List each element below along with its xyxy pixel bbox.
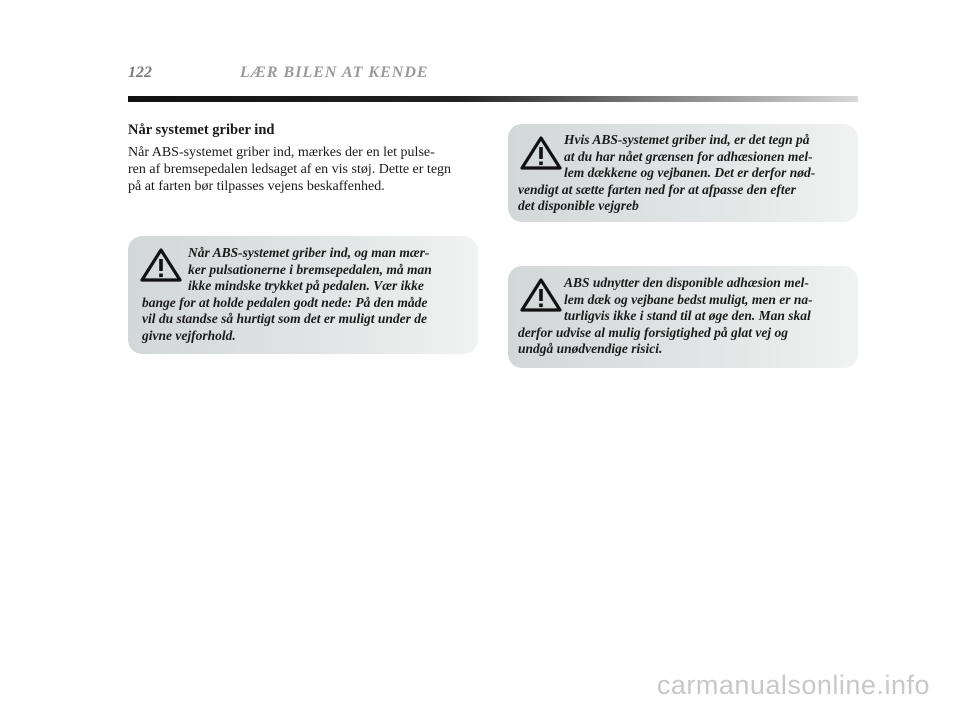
warning-box-adhesion-limit <box>508 124 858 222</box>
warning-line: at du har nået grænsen for adhæsionen mel- <box>564 148 813 164</box>
warning-line: Når ABS-systemet griber ind, og man mær- <box>188 245 430 260</box>
section-title: LÆR BILEN AT KENDE <box>240 64 429 81</box>
body-line: Når ABS-systemet griber ind, mærkes der en let pulse- <box>128 145 435 160</box>
warning-line: bange for at holde pedalen godt nede: På den måde <box>142 294 428 310</box>
body-line: ren af bremsepedalen ledsaget af en vis støj. Dette er tegn <box>128 162 452 177</box>
page-number: 122 <box>128 64 152 81</box>
warning-line: ABS udnytter den disponible adhæsion mel- <box>564 275 809 290</box>
warning-line: det disponible vejgreb <box>518 198 639 213</box>
body-paragraph <box>128 144 478 195</box>
warning-line: ker pulsationerne i bremsepedalen, må man <box>188 261 432 277</box>
warning-line: undgå unødvendige risici. <box>518 341 663 356</box>
header-rule <box>128 96 858 102</box>
warning-box-slippery-road <box>508 266 858 368</box>
warning-line: turligvis ikke i stand til at øge den. Man skal <box>564 308 811 323</box>
body-line: på at farten bør tilpasses vejens beskaffenhed. <box>128 179 385 194</box>
section-heading: Når systemet griber ind <box>128 122 275 138</box>
warning-line: vil du standse så hurtigt som det er muligt under de <box>142 311 428 326</box>
warning-line: Hvis ABS-systemet griber ind, er det tegn på <box>564 132 810 147</box>
watermark: carmanualsonline.info <box>656 670 930 700</box>
warning-text <box>142 245 432 344</box>
warning-line: vendigt at sætte farten ned for at afpasse den efter <box>518 181 796 197</box>
warning-text <box>518 132 815 215</box>
warning-line: derfor udvise al mulig forsigtighed på glat vej og <box>518 324 788 340</box>
warning-line: lem dækkene og vejbanen. Det er derfor nød- <box>564 165 816 180</box>
warning-line: ikke mindske trykket på pedalen. Vær ikke <box>188 278 424 293</box>
warning-text <box>518 275 813 358</box>
warning-line: givne vejforhold. <box>142 327 236 343</box>
warning-box-pedal-pressure <box>128 236 478 354</box>
warning-line: lem dæk og vejbane bedst muligt, men er na- <box>564 291 813 307</box>
